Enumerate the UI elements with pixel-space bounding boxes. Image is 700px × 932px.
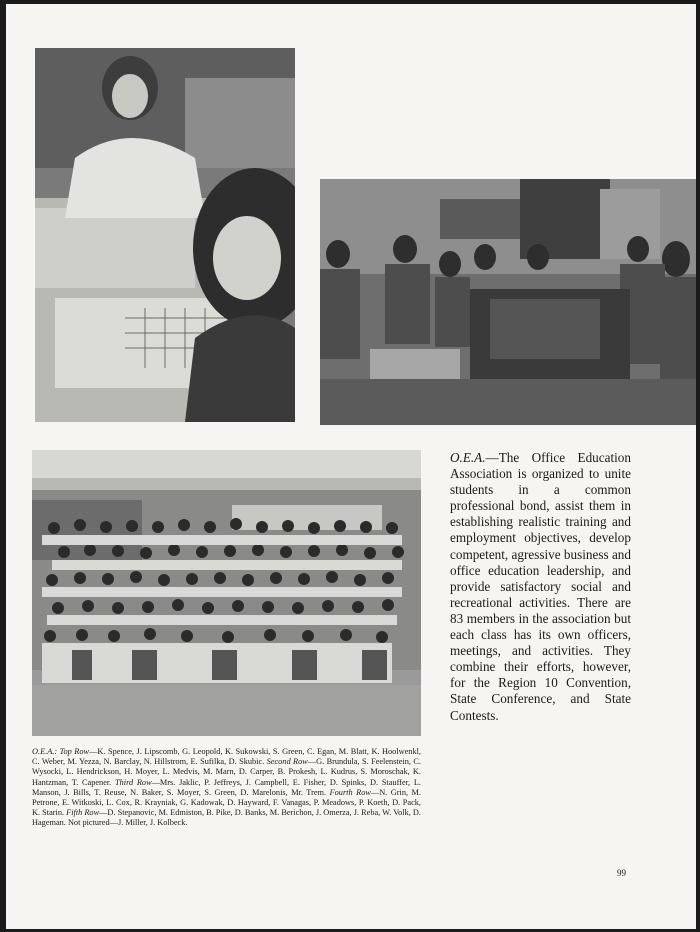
caption-top-row-label: O.E.A.: Top Row — [32, 747, 90, 756]
photo-students-drafting — [35, 48, 295, 422]
page-number: 99 — [617, 868, 626, 878]
group-photo-caption — [32, 747, 421, 829]
caption-third-row: —Mrs. Jaklic, P. Jeffreys, J. Campbell, E. Fisher, D. Spinks, D. Stauffer, L. Manson, J. Bills, T. Reuse, N. Baker, S. Moyer, S. Green, D. Marelonis, Mr. Trem. — [32, 777, 422, 797]
yearbook-page — [6, 4, 696, 929]
caption-fifth-row: —D. Stepanovic, M. Edmiston, B. Pike, D. Banks, M. Berichon, J. Omerza, J. Reba, W. Volk, D. Hageman. Not pictured—J. Miller, J. Kolbeck. — [32, 808, 421, 828]
oea-description — [450, 450, 631, 724]
photo-students-engine-shop — [320, 179, 696, 425]
caption-second-row: —G. Brundula, S. Feelenstein, C. Wysocki, L. Hendrickson, H. Moyer, L. Medvis, M. Marn, D. Carper, B. Prokesh, L. Kudrus, S. Moroschak, K. Hantzman, T. Capener. — [32, 757, 421, 787]
caption-second-row-label: Second Row — [266, 757, 308, 767]
caption-top-row: —K. Spence, J. Lipscomb, G. Leopold, K. Sukowski, S. Green, C. Egan, M. Blatt, K. Hoolwenkl, C. Weber, M. Yezza, N. Barclay, N. Hillstrom, E. Sufilka, D. Skubic. — [32, 747, 421, 767]
oea-description-text: —The Office Education Association is organized to unite students in a common professional bond, assist them in establishing realistic training and employment objectives, develop competent, agressive business and office education leadership, and provide satisfactory social and recreational activities. There are 83 members in the association but each class has its own officers, meetings, and activities. They combine their efforts, however, for the Region 10 Convention, State Conference, and State Contests. — [450, 450, 631, 723]
photo-oea-group — [32, 450, 421, 736]
caption-fourth-row-label: Fourth Row — [329, 787, 371, 797]
oea-lead: O.E.A. — [450, 450, 486, 465]
caption-third-row-label: Third Row — [115, 777, 152, 787]
caption-fourth-row: —N. Grin, M. Petrone, E. Witkoski, L. Cox, R. Krayniak, G. Kadowak, D. Hayward, F. Vanagas, P. Meadows, P. Koeth, D. Pack, K. Starin. — [32, 787, 422, 818]
caption-fifth-row-label: Fifth Row — [66, 808, 100, 818]
